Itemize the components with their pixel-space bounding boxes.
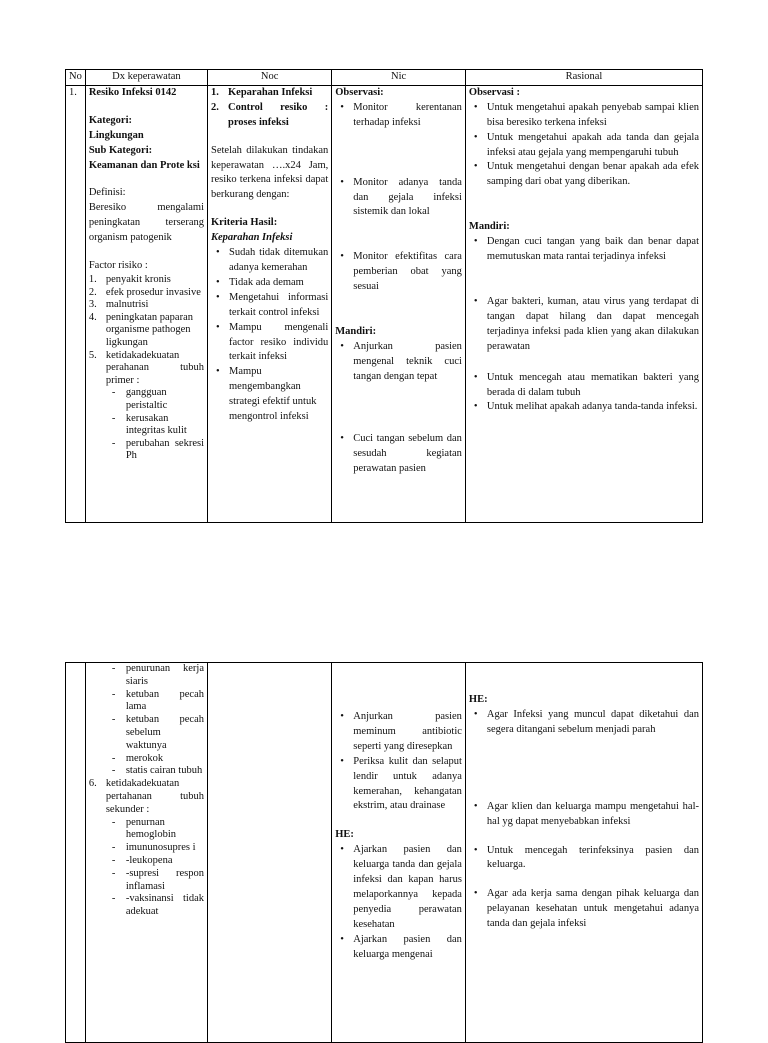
factor-list — [89, 274, 204, 463]
list-item: • Agar ada kerja sama dengan pihak keluarga dan pelayanan kesehatan untuk mengetahui adanya tanda dan gejala infeksi — [487, 887, 699, 932]
list-item: - ketuban pecah sebelum waktunya — [126, 714, 204, 752]
dx-title: Resiko Infeksi 0142 — [88, 86, 177, 98]
list-item: - -vaksinansi tidak adekuat — [126, 893, 204, 919]
list-item: • Mengetahui informasi terkait control infeksi — [229, 291, 328, 321]
list-item: 6. ketidakadekuatan pertahanan tubuh sekunder : - penurnan hemoglobin - imununosupres i - -leukopena - -supresi respon inflamasi - -vaksinansi tidak adekuat — [106, 778, 204, 919]
definisi-text: Beresiko mengalami peningkatan terserang organism patogenik — [88, 202, 204, 244]
factor5-sublist — [106, 387, 204, 463]
list-item: • Tidak ada demam — [229, 276, 328, 291]
list-item: 2. Control resiko : proses infeksi — [211, 101, 329, 128]
list-item: • Ajarkan pasien dan keluarga tanda dan gejala infeksi dan kapan harus melaporkannya kepada penyedia perawatan kesehatan — [353, 843, 462, 932]
row-number: 1. — [66, 85, 86, 522]
rasional-obs-list — [469, 101, 699, 190]
list-item: 3. malnutrisi — [88, 299, 149, 311]
list-item: • Untuk mengetahui apakah penyebab sampai klien bisa beresiko terkena infeksi — [487, 101, 699, 131]
list-item: 4. peningkatan paparan organisme pathogen ligkungan — [88, 311, 193, 348]
rasional-he-list — [469, 708, 699, 932]
list-item: • Untuk melihat apakah adanya tanda-tanda infeksi. — [487, 400, 699, 415]
nic-cell — [332, 85, 466, 522]
noc-list — [211, 86, 328, 131]
factor6-list — [89, 778, 204, 919]
list-item: • Sudah tidak ditemukan adanya kemerahan — [229, 246, 328, 276]
list-item: - gangguan peristaltic — [126, 387, 204, 412]
rasional-cell-continued — [465, 663, 702, 1043]
list-item: • Mampu mengembangkan strategi efektif untuk mengontrol infeksi — [229, 365, 328, 425]
nic-cell-continued — [332, 663, 466, 1043]
list-item: • Monitor efektifitas cara pemberian obat yang sesuai — [353, 250, 462, 295]
header-noc: Noc — [208, 70, 332, 86]
header-nic: Nic — [332, 70, 466, 86]
header-dx: Dx keperawatan — [85, 70, 207, 86]
row-number-empty — [66, 663, 86, 1043]
nursing-care-table-page1 — [65, 69, 703, 523]
table-header-row — [66, 70, 703, 86]
nursing-care-table-page2 — [65, 662, 703, 1043]
rasional-mandiri-label: Mandiri: — [468, 221, 510, 233]
nic-mandiri-list — [335, 340, 462, 476]
list-item: 1. penyakit kronis — [88, 273, 171, 285]
factor6-sublist — [106, 817, 204, 919]
list-item: • Untuk mengetahui apakah ada tanda dan gejala infeksi atau gejala yang mempengaruhi tubuh — [487, 131, 699, 161]
rasional-he-label: HE: — [468, 694, 488, 705]
list-item: • Anjurkan pasien meminum antibiotic seperti yang diresepkan — [353, 710, 462, 755]
table-row — [66, 663, 703, 1043]
nic-he-list — [335, 843, 462, 962]
list-item: - ketuban pecah lama — [126, 689, 204, 715]
list-item: • Agar bakteri, kuman, atau virus yang terdapat di tangan dapat hilang dan dapat mencegah terjadinya infeksi pada klien yang akan dilakukan perawatan — [487, 295, 699, 355]
dx-cont-sublist — [106, 663, 204, 778]
header-rasional: Rasional — [465, 70, 702, 86]
dx-cell — [85, 85, 207, 522]
kriteria-list — [211, 246, 328, 425]
list-item: • Untuk mengetahui dengan benar apakah ada efek samping dari obat yang diberikan. — [487, 160, 699, 190]
header-no: No — [66, 70, 86, 86]
list-item: 2. efek prosedur invasive — [88, 286, 201, 298]
nic-observasi-label: Observasi: — [335, 86, 384, 98]
list-item: - -supresi respon inflamasi — [126, 868, 204, 894]
noc-cell — [208, 85, 332, 522]
sub-kategori-label: Sub Kategori: — [88, 144, 153, 156]
sub-kategori-value: Keamanan dan Prote ksi — [88, 159, 200, 171]
list-item: - imununosupres i — [126, 842, 204, 855]
definisi-label: Definisi: — [88, 187, 126, 199]
kategori-value: Lingkungan — [88, 129, 144, 141]
kategori-label: Kategori: — [88, 114, 132, 126]
list-item: • Agar klien dan keluarga mampu mengetahui hal-hal yg dapat menyebabkan infeksi — [487, 800, 699, 830]
list-item: - penurunan kerja siaris — [126, 663, 204, 689]
list-item: - kerusakan integritas kulit — [126, 413, 204, 438]
list-item: - perubahan sekresi Ph — [126, 438, 204, 463]
table-row — [66, 85, 703, 522]
dx-cell-continued — [85, 663, 207, 1043]
list-item: • Monitor kerentanan terhadap infeksi — [353, 101, 462, 131]
kriteria-label: Kriteria Hasil: — [211, 217, 278, 229]
list-item: • Monitor adanya tanda dan gejala infeksi sistemik dan lokal — [353, 176, 462, 221]
list-item: 5. ketidakadekuatan perahanan tubuh primer : - gangguan peristaltic - kerusakan integritas kulit - perubahan sekresi Ph — [106, 350, 204, 463]
list-item: • Untuk mencegah atau mematikan bakteri yang berada di dalam tubuh — [487, 371, 699, 401]
list-item: • Dengan cuci tangan yang baik dan benar dapat memutuskan mata rantai terjadinya infeksi — [487, 235, 699, 265]
rasional-mandiri-list — [469, 235, 699, 415]
list-item: • Cuci tangan sebelum dan sesudah kegiatan perawatan pasien — [353, 432, 462, 477]
nic-he-label: HE: — [335, 829, 354, 841]
list-item: • Agar Infeksi yang muncul dapat diketahui dan segera ditangani sebelum menjadi parah — [487, 708, 699, 738]
list-item: - penurnan hemoglobin — [126, 817, 204, 843]
list-item: - merokok — [126, 753, 204, 766]
rasional-cell — [465, 85, 702, 522]
list-item: - -leukopena — [126, 855, 204, 868]
list-item: • Periksa kulit dan selaput lendir untuk adanya kemerahan, kehangatan ekstrim, atau drainase — [353, 755, 462, 815]
nic-mandiri-label: Mandiri: — [335, 326, 377, 338]
noc-cell-continued — [208, 663, 332, 1043]
list-item: 1. Keparahan Infeksi — [211, 86, 313, 98]
list-item: • Anjurkan pasien mengenal teknik cuci tangan dengan tepat — [353, 340, 462, 385]
list-item: • Ajarkan pasien dan keluarga mengenai — [353, 933, 462, 963]
nic-obs-cont-list — [335, 710, 462, 814]
nic-obs-list — [335, 101, 462, 295]
list-item: • Untuk mencegah terinfeksinya pasien dan keluarga. — [487, 844, 699, 874]
factor-label: Factor risiko : — [88, 260, 148, 272]
list-item: - statis cairan tubuh — [126, 765, 204, 778]
keparahan-label: Keparahan Infeksi — [211, 232, 293, 244]
list-item: • Mampu mengenali factor resiko individu terkait infeksi — [229, 321, 328, 366]
rasional-observasi-label: Observasi : — [468, 86, 520, 98]
noc-setelah-text: Setelah dilakukan tindakan keperawatan ….x24 Jam, resiko terkena infeksi dapat berkurang dengan: — [211, 144, 329, 201]
